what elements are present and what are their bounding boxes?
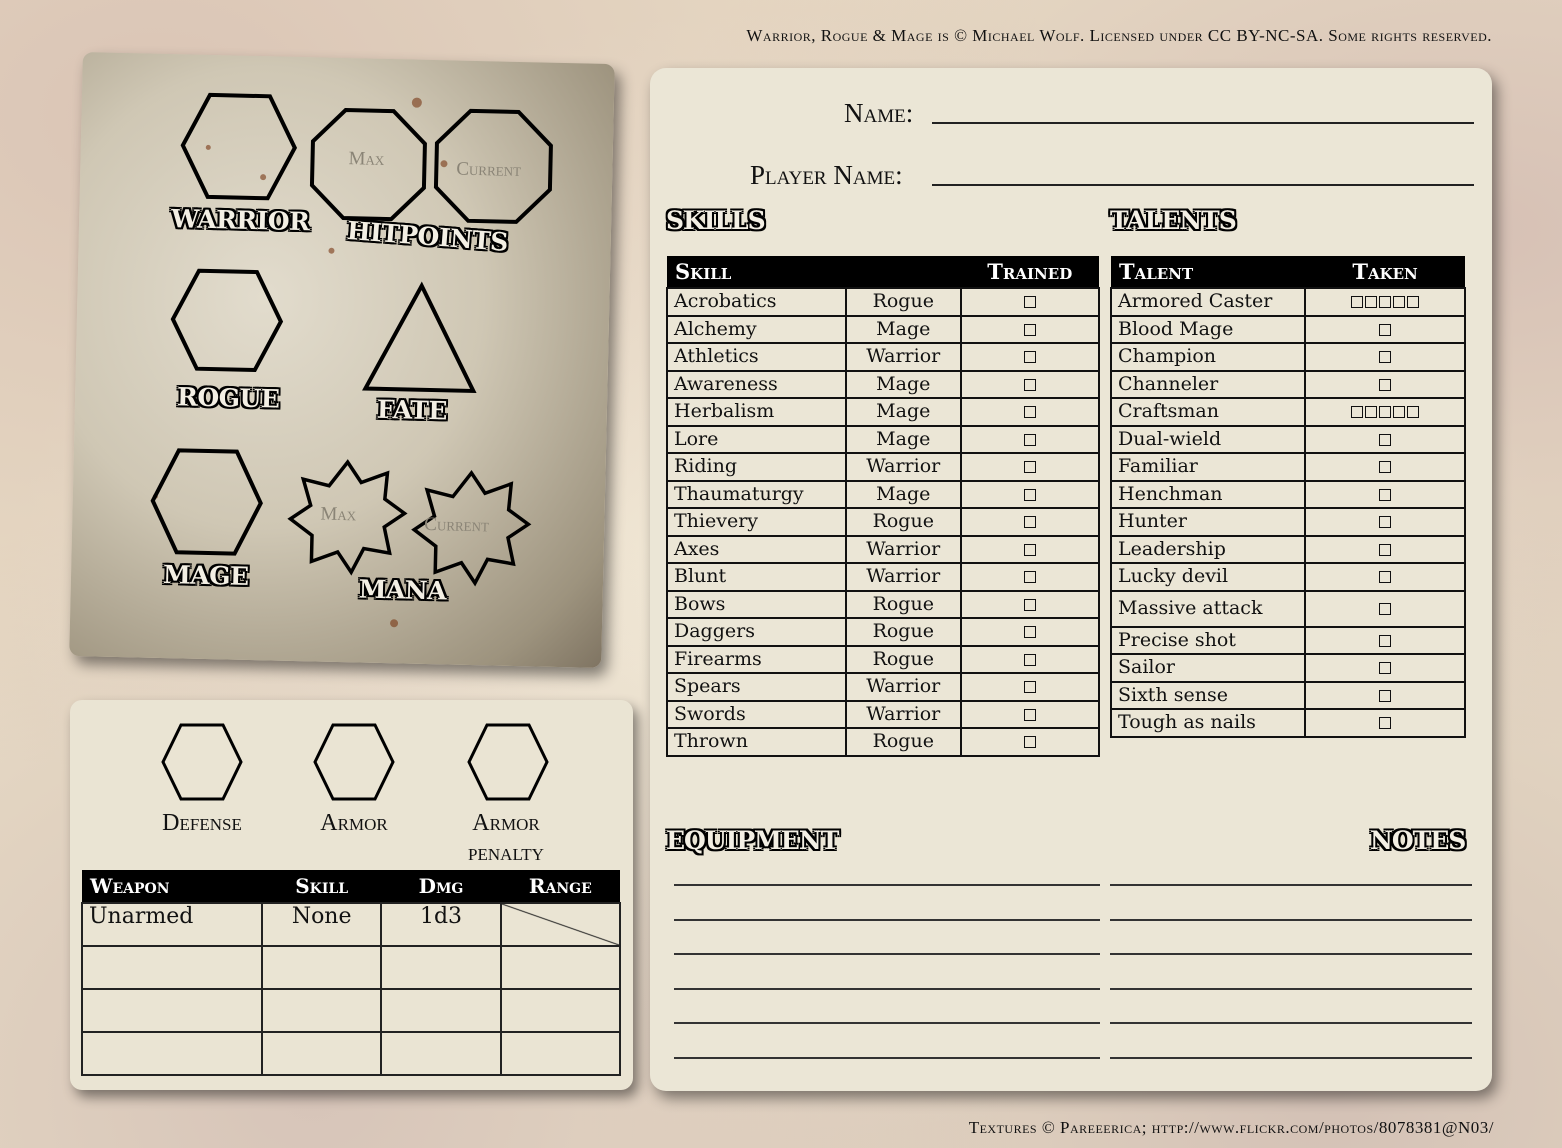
notes-line[interactable] [1110, 919, 1472, 921]
trained-checkbox[interactable] [1024, 461, 1036, 473]
weapon-row [82, 946, 620, 989]
skill-type: Warrior [846, 536, 960, 564]
defense-label: Defense [162, 810, 242, 836]
trained-checkbox[interactable] [1024, 571, 1036, 583]
name-field[interactable] [932, 102, 1474, 124]
taken-cell [1305, 563, 1465, 591]
skill-row [667, 591, 1099, 619]
talent-name: Tough as nails [1111, 709, 1305, 737]
taken-cell [1305, 481, 1465, 509]
name-label: Name: [844, 98, 914, 128]
skill-type: Mage [846, 481, 960, 509]
talent-name: Dual-wield [1111, 426, 1305, 454]
skill-type: Warrior [846, 673, 960, 701]
talent-row [1111, 682, 1465, 710]
mana-label: MANA [358, 574, 447, 606]
skill-name: Lore [667, 426, 846, 454]
weapon-row [82, 989, 620, 1032]
credit-bottom: Textures © Pareeerica; http://www.flickr.com/photos/8078381@N03/ [968, 1118, 1494, 1137]
mage-label: MAGE [162, 559, 249, 591]
taken-checkbox[interactable] [1379, 296, 1391, 308]
weapon-range-cell[interactable] [501, 989, 620, 1032]
skill-type: Rogue [846, 288, 960, 316]
taken-cell [1305, 654, 1465, 682]
skill-name: Blunt [667, 563, 846, 591]
taken-checkbox[interactable] [1379, 717, 1391, 729]
skill-type: Rogue [846, 508, 960, 536]
stats-card [69, 52, 615, 668]
skill-name: Bows [667, 591, 846, 619]
trained-checkbox[interactable] [1024, 379, 1036, 391]
trained-checkbox[interactable] [1024, 654, 1036, 666]
weapon-damage-header: Dmg [381, 870, 500, 903]
armor-penalty-label: Armor penalty [468, 810, 544, 866]
hitpoints-label: HITPOINTS [345, 215, 509, 257]
trained-checkbox[interactable] [1024, 351, 1036, 363]
talent-row [1111, 563, 1465, 591]
taken-checkbox[interactable] [1379, 434, 1391, 446]
skill-type: Mage [846, 398, 960, 426]
equipment-line[interactable] [674, 953, 1100, 955]
credit-top: Warrior, Rogue & Mage is © Michael Wolf. Licensed under CC BY-NC-SA. Some rights reserved. [746, 26, 1492, 45]
warrior-label: WARRIOR [170, 204, 310, 237]
weapon-range-cell[interactable] [501, 1032, 620, 1075]
skill-name: Thaumaturgy [667, 481, 846, 509]
talent-row [1111, 316, 1465, 344]
skill-name: Thievery [667, 508, 846, 536]
fate-label: FATE [376, 394, 448, 426]
taken-checkbox[interactable] [1379, 662, 1391, 674]
skill-type: Warrior [846, 343, 960, 371]
weapon-damage-cell[interactable]: 1d3 [381, 903, 500, 946]
notes-title: NOTES [1370, 826, 1466, 855]
trained-checkbox[interactable] [1024, 626, 1036, 638]
talent-name: Massive attack [1111, 591, 1305, 627]
talent-name: Blood Mage [1111, 316, 1305, 344]
skill-name: Awareness [667, 371, 846, 399]
skill-name: Riding [667, 453, 846, 481]
skills-title: SKILLS [666, 206, 765, 235]
weapon-header: Weapon [82, 870, 262, 903]
skill-row [667, 426, 1099, 454]
talents-table [1110, 256, 1466, 738]
taken-checkbox[interactable] [1379, 516, 1391, 528]
weapon-name-cell[interactable] [82, 946, 262, 989]
trained-cell [961, 343, 1100, 371]
warrior-hexagon[interactable] [178, 90, 300, 203]
skill-type: Mage [846, 371, 960, 399]
talent-name: Familiar [1111, 453, 1305, 481]
trained-checkbox[interactable] [1024, 434, 1036, 446]
skill-row [667, 288, 1099, 316]
weapon-range-cell[interactable] [501, 946, 620, 989]
talent-name: Champion [1111, 343, 1305, 371]
rogue-hexagon[interactable] [168, 266, 286, 375]
trained-cell [961, 398, 1100, 426]
trained-cell [961, 426, 1100, 454]
taken-cell [1305, 316, 1465, 344]
taken-checkbox[interactable] [1407, 406, 1419, 418]
trained-cell [961, 728, 1100, 756]
trained-checkbox[interactable] [1024, 516, 1036, 528]
taken-checkbox[interactable] [1351, 296, 1363, 308]
defense-hexagon[interactable] [160, 722, 244, 802]
trained-cell [961, 508, 1100, 536]
trained-cell [961, 618, 1100, 646]
trained-checkbox[interactable] [1024, 681, 1036, 693]
trained-checkbox[interactable] [1024, 489, 1036, 501]
equipment-line[interactable] [674, 919, 1100, 921]
weapon-name-cell[interactable] [82, 1032, 262, 1075]
talent-name: Hunter [1111, 508, 1305, 536]
skill-name: Swords [667, 701, 846, 729]
skill-row [667, 371, 1099, 399]
weapon-skill-cell[interactable]: None [262, 903, 381, 946]
skill-type: Rogue [846, 591, 960, 619]
talent-row [1111, 627, 1465, 655]
equipment-title: EQUIPMENT [666, 826, 839, 855]
weapon-row [82, 1032, 620, 1075]
skill-row [667, 728, 1099, 756]
hitpoints-current-label: Current [456, 158, 522, 182]
weapon-range-cell[interactable] [501, 903, 620, 946]
trained-cell [961, 288, 1100, 316]
trained-cell [961, 646, 1100, 674]
skill-type: Rogue [846, 618, 960, 646]
equipment-line[interactable] [674, 988, 1100, 990]
weapon-table [81, 870, 621, 1076]
skill-row [667, 536, 1099, 564]
talent-name: Armored Caster [1111, 288, 1305, 316]
skill-row [667, 398, 1099, 426]
talent-header: Talent [1111, 256, 1305, 288]
taken-checkbox[interactable] [1379, 635, 1391, 647]
skill-type: Rogue [846, 728, 960, 756]
talent-name: Leadership [1111, 536, 1305, 564]
taken-cell [1305, 591, 1465, 627]
trained-checkbox[interactable] [1024, 324, 1036, 336]
skill-row [667, 646, 1099, 674]
talent-row [1111, 536, 1465, 564]
trained-cell [961, 673, 1100, 701]
talent-row [1111, 288, 1465, 316]
trained-checkbox[interactable] [1024, 599, 1036, 611]
talents-title: TALENTS [1110, 206, 1236, 235]
taken-cell [1305, 343, 1465, 371]
talent-row [1111, 481, 1465, 509]
notes-line[interactable] [1110, 953, 1472, 955]
skill-row [667, 481, 1099, 509]
talent-row [1111, 371, 1465, 399]
equipment-line[interactable] [674, 1022, 1100, 1024]
skill-row [667, 563, 1099, 591]
taken-checkbox[interactable] [1379, 571, 1391, 583]
skill-name: Acrobatics [667, 288, 846, 316]
notes-line[interactable] [1110, 988, 1472, 990]
skill-name: Axes [667, 536, 846, 564]
trained-checkbox[interactable] [1024, 709, 1036, 721]
taken-cell [1305, 288, 1465, 316]
weapon-name-cell[interactable]: Unarmed [82, 903, 262, 946]
taken-cell [1305, 682, 1465, 710]
skill-name: Firearms [667, 646, 846, 674]
skill-row [667, 508, 1099, 536]
armor-penalty-hexagon[interactable] [466, 722, 550, 802]
taken-checkbox[interactable] [1393, 296, 1405, 308]
taken-checkbox[interactable] [1379, 544, 1391, 556]
skill-type: Mage [846, 316, 960, 344]
taken-header: Taken [1305, 256, 1465, 288]
trained-cell [961, 316, 1100, 344]
taken-checkbox[interactable] [1379, 489, 1391, 501]
weapon-damage-cell[interactable] [381, 1032, 500, 1075]
talent-name: Channeler [1111, 371, 1305, 399]
skill-header: Skill [667, 256, 961, 288]
armor-label: Armor [320, 810, 388, 836]
talent-row [1111, 654, 1465, 682]
notes-line[interactable] [1110, 1022, 1472, 1024]
skill-type: Warrior [846, 453, 960, 481]
weapon-skill-header: Skill [262, 870, 381, 903]
skill-row [667, 453, 1099, 481]
taken-checkbox[interactable] [1379, 379, 1391, 391]
mana-max-label: Max [320, 503, 357, 526]
skill-row [667, 673, 1099, 701]
trained-cell [961, 563, 1100, 591]
trained-cell [961, 453, 1100, 481]
mage-hexagon[interactable] [148, 446, 266, 559]
mana-current-label: Current [424, 513, 490, 537]
taken-cell [1305, 453, 1465, 481]
weapon-damage-cell[interactable] [381, 946, 500, 989]
taken-checkbox[interactable] [1379, 461, 1391, 473]
skill-row [667, 343, 1099, 371]
talent-row [1111, 343, 1465, 371]
skill-name: Thrown [667, 728, 846, 756]
weapon-name-cell[interactable] [82, 989, 262, 1032]
skill-name: Herbalism [667, 398, 846, 426]
taken-cell [1305, 536, 1465, 564]
weapon-range-header: Range [501, 870, 620, 903]
taken-checkbox[interactable] [1365, 296, 1377, 308]
taken-checkbox[interactable] [1379, 603, 1391, 615]
taken-cell [1305, 508, 1465, 536]
taken-checkbox[interactable] [1365, 406, 1377, 418]
trained-cell [961, 481, 1100, 509]
rogue-label: ROGUE [176, 382, 280, 414]
taken-checkbox[interactable] [1379, 351, 1391, 363]
taken-cell [1305, 426, 1465, 454]
weapon-skill-cell[interactable] [262, 946, 381, 989]
skill-type: Warrior [846, 701, 960, 729]
talent-row [1111, 709, 1465, 737]
taken-cell [1305, 709, 1465, 737]
equipment-line[interactable] [674, 1057, 1100, 1059]
talent-row [1111, 453, 1465, 481]
skill-type: Mage [846, 426, 960, 454]
skill-row [667, 316, 1099, 344]
talent-name: Precise shot [1111, 627, 1305, 655]
talent-row [1111, 508, 1465, 536]
skill-row [667, 618, 1099, 646]
trained-cell [961, 591, 1100, 619]
skill-name: Spears [667, 673, 846, 701]
main-card [650, 68, 1492, 1091]
weapon-skill-cell[interactable] [262, 1032, 381, 1075]
talent-row [1111, 591, 1465, 627]
taken-cell [1305, 371, 1465, 399]
skill-type: Warrior [846, 563, 960, 591]
trained-cell [961, 371, 1100, 399]
trained-cell [961, 701, 1100, 729]
taken-checkbox[interactable] [1407, 296, 1419, 308]
talent-name: Lucky devil [1111, 563, 1305, 591]
armor-hexagon[interactable] [312, 722, 396, 802]
player-name-label: Player Name: [750, 160, 903, 190]
skill-row [667, 701, 1099, 729]
taken-checkbox[interactable] [1379, 406, 1391, 418]
hitpoints-max-label: Max [348, 148, 385, 170]
player-name-field[interactable] [932, 164, 1474, 186]
taken-checkbox[interactable] [1379, 324, 1391, 336]
skills-table [666, 256, 1100, 757]
skill-type: Rogue [846, 646, 960, 674]
notes-line[interactable] [1110, 1057, 1472, 1059]
skill-name: Alchemy [667, 316, 846, 344]
taken-checkbox[interactable] [1393, 406, 1405, 418]
weapon-row [82, 903, 620, 946]
skill-name: Athletics [667, 343, 846, 371]
trained-header: Trained [961, 256, 1100, 288]
trained-cell [961, 536, 1100, 564]
talent-row [1111, 398, 1465, 426]
taken-cell [1305, 627, 1465, 655]
trained-checkbox[interactable] [1024, 544, 1036, 556]
talent-row [1111, 426, 1465, 454]
talent-name: Craftsman [1111, 398, 1305, 426]
taken-cell [1305, 398, 1465, 426]
trained-checkbox[interactable] [1024, 296, 1036, 308]
fate-triangle[interactable] [359, 278, 482, 397]
taken-checkbox[interactable] [1379, 690, 1391, 702]
trained-checkbox[interactable] [1024, 736, 1036, 748]
equipment-line[interactable] [674, 884, 1100, 886]
skill-name: Daggers [667, 618, 846, 646]
defense-card [70, 700, 633, 1090]
talent-name: Sailor [1111, 654, 1305, 682]
trained-checkbox[interactable] [1024, 406, 1036, 418]
weapon-skill-cell[interactable] [262, 989, 381, 1032]
taken-checkbox[interactable] [1351, 406, 1363, 418]
notes-line[interactable] [1110, 884, 1472, 886]
talent-name: Sixth sense [1111, 682, 1305, 710]
talent-name: Henchman [1111, 481, 1305, 509]
weapon-damage-cell[interactable] [381, 989, 500, 1032]
